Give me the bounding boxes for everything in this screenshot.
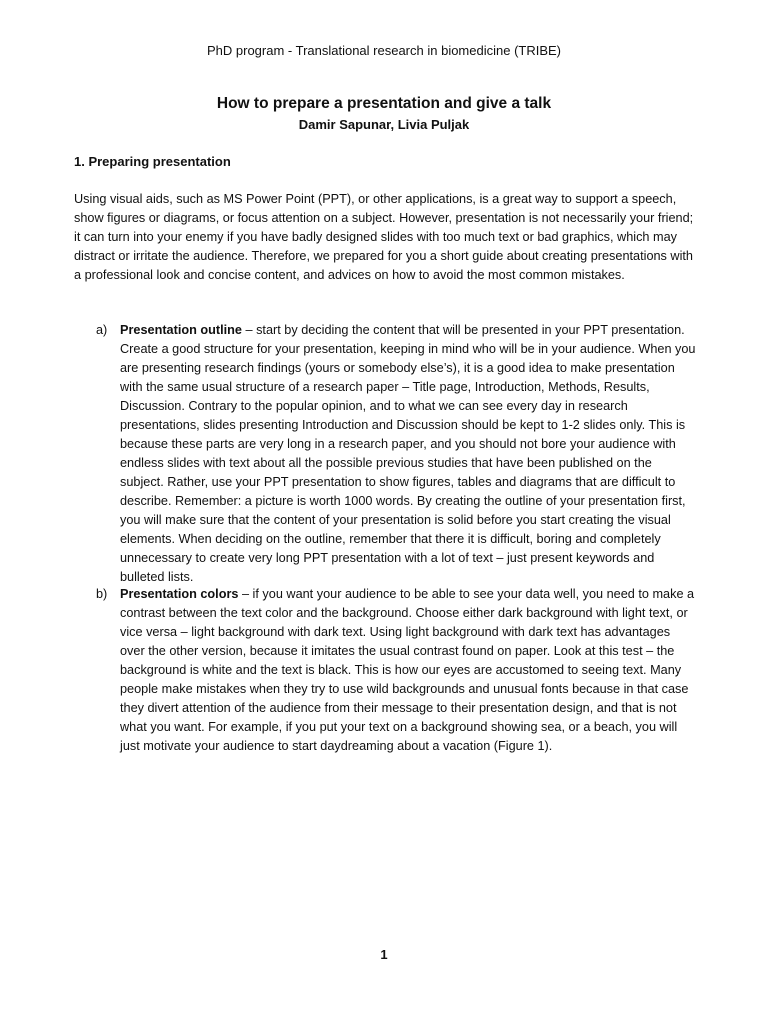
guide-list-b (74, 585, 696, 756)
page-number: 1 (380, 947, 388, 962)
document-header: PhD program - Translational research in biomedicine (TRIBE) (206, 43, 562, 58)
section-heading: 1. Preparing presentation (74, 154, 231, 169)
list-item-term: Presentation colors (120, 587, 239, 601)
document-title: How to prepare a presentation and give a talk (216, 95, 552, 112)
document-authors: Damir Sapunar, Livia Puljak (298, 117, 470, 132)
list-item-text: – start by deciding the content that will be presented in your PPT presentation. Create a good structure for your presentation, keeping in mind who will be in your audience. When you are presenting research findings (yours or somebody else’s), it is a good idea to make presentation with the same usual structure of a research paper – Title page, Introduction, Methods, Results, Discussion. Contrary to the popular opinion, and to what we can see every day in research presentations, slides presenting Introduction and Discussion should be kept to 1-2 slides only. This is because these parts are very long in a research paper, and you should not bore your audience with endless slides with text about all the possible previous studies that have been published on the subject. Rather, use your PPT presentation to show figures, tables and diagrams that are difficult to describe. Remember: a picture is worth 1000 words. By creating the outline of your presentation first, you will make sure that the content of your presentation is solid before you start creating the visual elements. When deciding on the outline, remember that there it is difficult, boring and completely unnecessary to create very long PPT presentation with a lot of text – just present keywords and bulleted lists. (120, 323, 696, 584)
list-item-text: – if you want your audience to be able to see your data well, you need to make a contrast between the text color and the background. Choose either dark background with light text, or vice versa – light background with dark text. Using light background with dark text has advantages over the other version, because it imitates the usual contrast found on paper. Look at this test – the background is white and the text is black. This is how our eyes are accustomed to seeing text. Many people make mistakes when they try to use wild backgrounds and unusual fonts because in that case they divert attention of the audience from their message to their presentation design, and that is not what you want. For example, if you put your text on a background showing sea, or a beach, you will just motivate your audience to start daydreaming about a vacation (Figure 1). (120, 587, 695, 753)
intro-paragraph: Using visual aids, such as MS Power Point (PPT), or other applications, is a great way to support a speech, show figures or diagrams, or focus attention on a subject. However, presentation is not necessarily your friend; it can turn into your enemy if you have badly designed slides with too much text or bad graphics, which may distract or irritate the audience. Therefore, we prepared for you a short guide about creating presentations with a professional look and concise content, and advices on how to avoid the most common mistakes. (74, 192, 694, 282)
list-item-presentation-outline (74, 321, 696, 587)
list-item-presentation-colors (74, 585, 696, 756)
list-item-term: Presentation outline (120, 323, 242, 337)
list-marker: b) (96, 587, 108, 601)
guide-list-a (74, 321, 696, 587)
list-marker: a) (96, 323, 108, 337)
